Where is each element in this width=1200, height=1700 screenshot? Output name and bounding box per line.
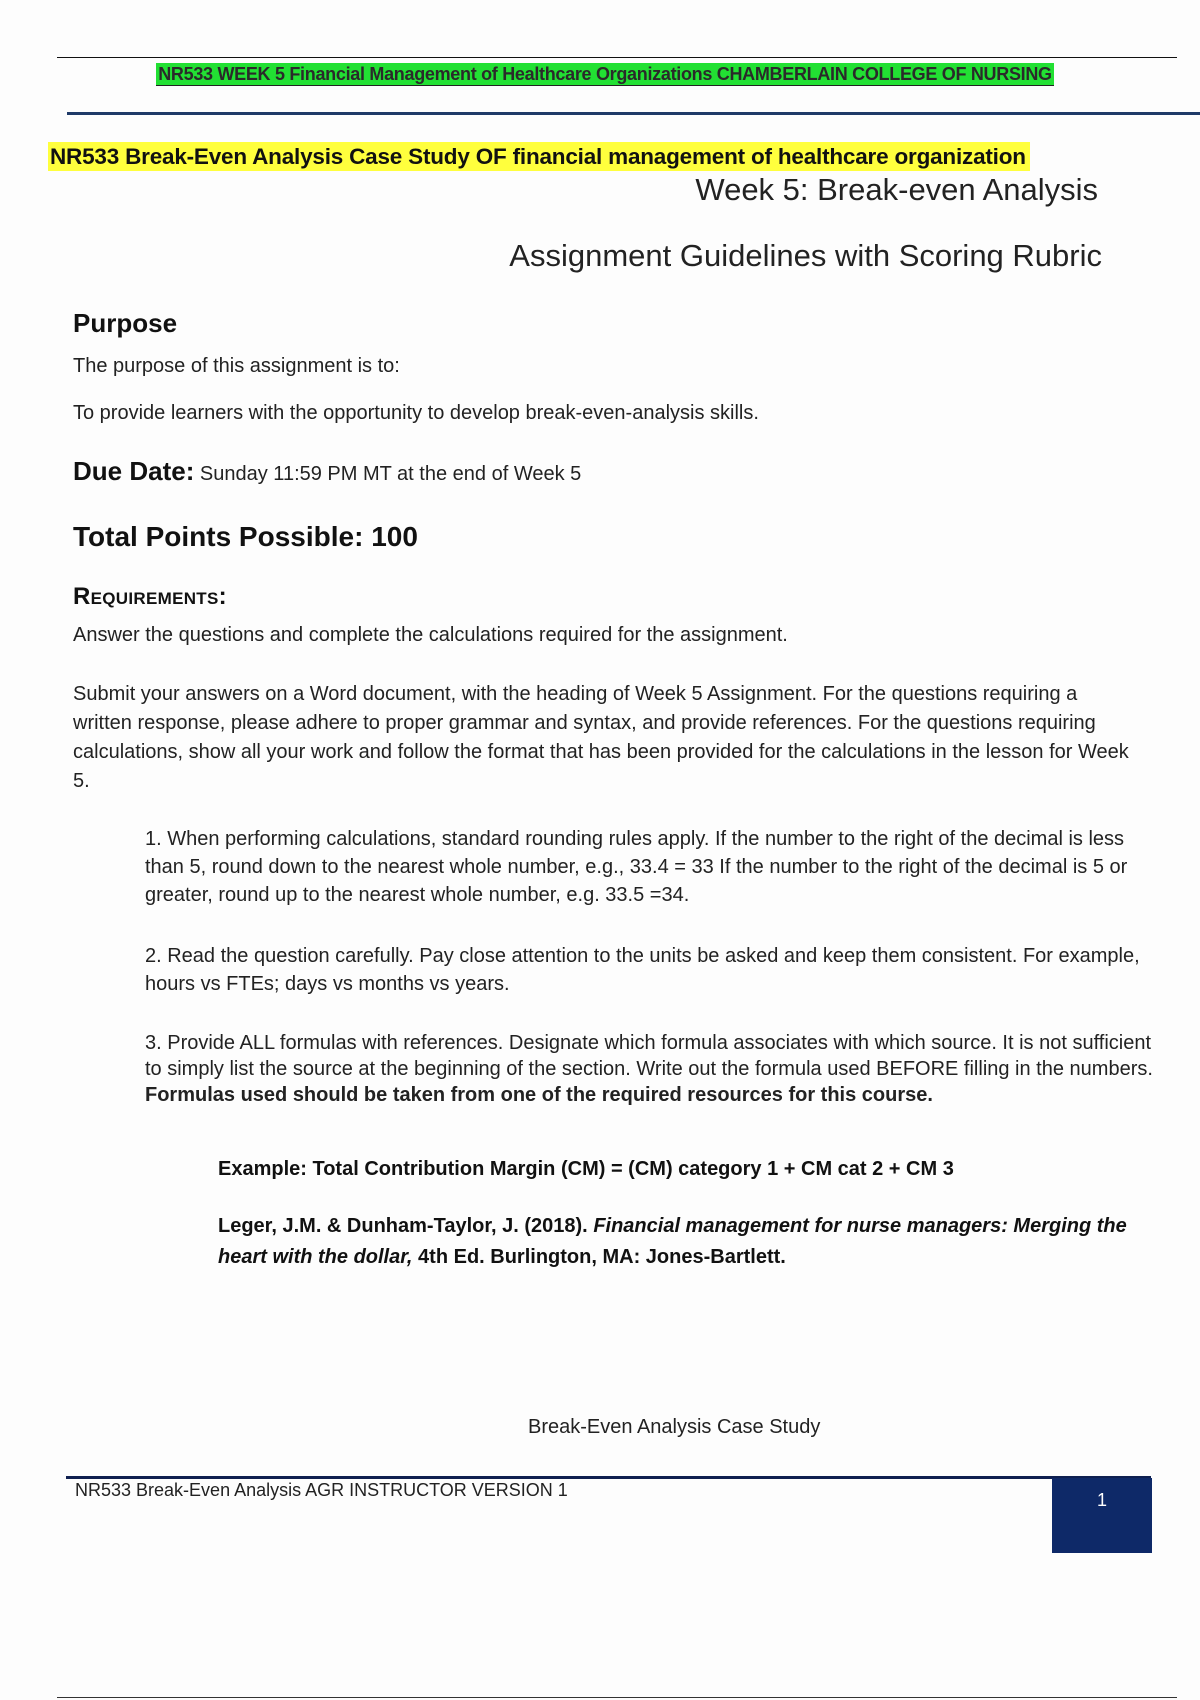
list-item-units: 2. Read the question carefully. Pay close attention to the units be asked and keep them consistent. For example, hours vs FTEs; days vs months vs years.	[145, 945, 1140, 995]
page-number: 1	[1052, 1478, 1152, 1553]
header-divider	[67, 112, 1200, 115]
total-points-value: 100	[371, 521, 418, 552]
formula-example: Example: Total Contribution Margin (CM) = (CM) category 1 + CM cat 2 + CM 3	[218, 1158, 954, 1180]
reference	[218, 1211, 1138, 1273]
reference-publisher: 4th Ed. Burlington, MA: Jones-Bartlett.	[418, 1246, 786, 1268]
total-points-label: Total Points Possible:	[73, 521, 364, 552]
course-banner-text: NR533 WEEK 5 Financial Management of Healthcare Organizations CHAMBERLAIN COLLEGE OF NURSING	[158, 64, 1052, 84]
guidelines-title: Assignment Guidelines with Scoring Rubric	[509, 238, 1102, 273]
requirements-heading: Requirements:	[73, 583, 227, 610]
bottom-divider	[57, 1697, 1177, 1698]
due-date-value: Sunday 11:59 PM MT at the end of Week 5	[199, 463, 582, 485]
requirements-submit: Submit your answers on a Word document, with the heading of Week 5 Assignment. For the questions requiring a written response, please adhere to proper grammar and syntax, and provide references. For the questions requiring calculations, show all your work and follow the format that has been provided for the calculations in the lesson for Week 5.	[73, 683, 1129, 792]
formulas-text: 3. Provide ALL formulas with references. Designate which formula associates with which source. It is not sufficient to simply list the source at the beginning of the section. Write out the formula used BEFORE filling in the numbers.	[145, 1032, 1153, 1080]
footer-version: NR533 Break-Even Analysis AGR INSTRUCTOR VERSION 1	[75, 1480, 568, 1500]
course-banner	[130, 64, 1080, 85]
total-points	[73, 521, 418, 553]
due-date-label: Due Date:	[73, 456, 195, 486]
purpose-heading: Purpose	[73, 308, 178, 338]
highlighted-title-text: NR533 Break-Even Analysis Case Study OF financial management of healthcare organization	[48, 142, 1030, 171]
reference-authors: Leger, J.M. & Dunham-Taylor, J. (2018).	[218, 1215, 588, 1237]
footer-divider	[66, 1476, 1151, 1479]
week-title: Week 5: Break-even Analysis	[695, 172, 1098, 207]
footer-title: Break-Even Analysis Case Study	[528, 1416, 821, 1438]
purpose-line-2: To provide learners with the opportunity to develop break-even-analysis skills.	[73, 402, 759, 424]
formulas-bold-text: Formulas used should be taken from one of the required resources for this course.	[145, 1084, 933, 1106]
highlighted-title	[48, 144, 1030, 170]
top-divider	[57, 57, 1177, 58]
list-item-formulas	[145, 1030, 1155, 1108]
requirements-answer: Answer the questions and complete the calculations required for the assignment.	[73, 624, 788, 646]
list-item-rounding: 1. When performing calculations, standard rounding rules apply. If the number to the right of the decimal is less than 5, round down to the nearest whole number, e.g., 33.4 = 33 If the number to the right of the decimal is 5 or greater, round up to the nearest whole number, e.g. 33.5 =34.	[145, 828, 1128, 906]
reference-title: Financial management for nurse managers: Merging the heart with the dollar,	[218, 1215, 1127, 1268]
due-date	[73, 456, 581, 487]
purpose-line-1: The purpose of this assignment is to:	[73, 355, 400, 377]
